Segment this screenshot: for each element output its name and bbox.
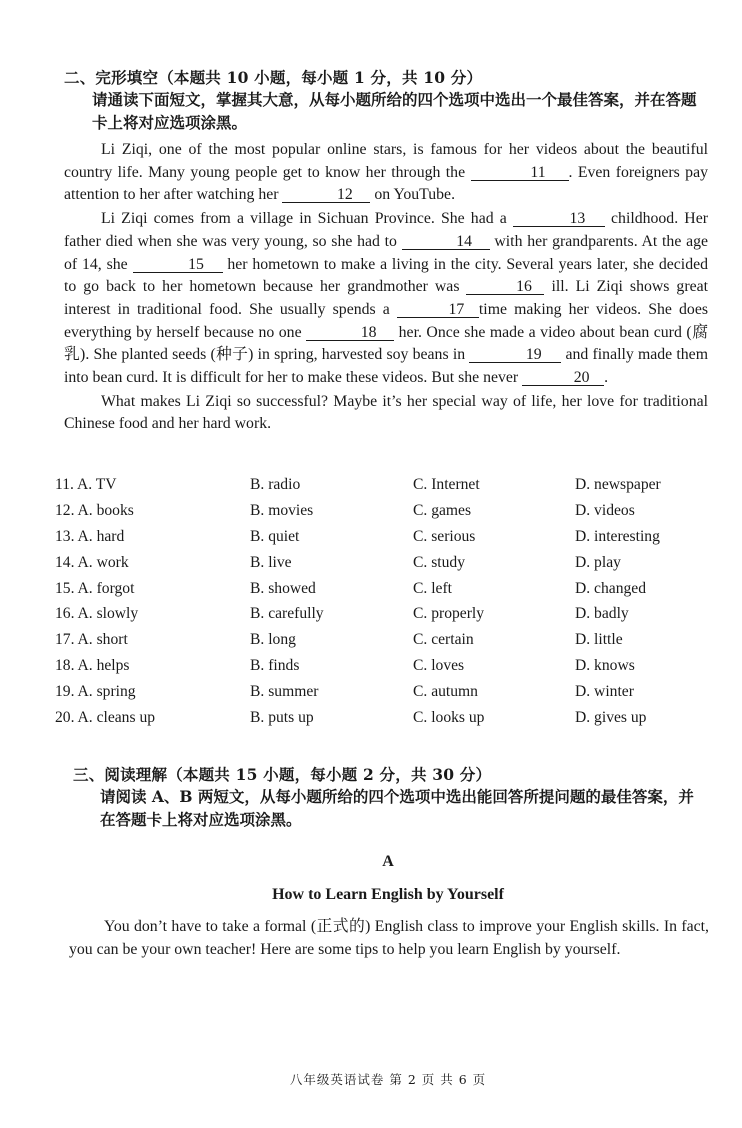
- option-a: 13. A. hard: [55, 527, 125, 545]
- option-d: D. gives up: [575, 709, 647, 727]
- option-a: 12. A. books: [55, 501, 134, 519]
- option-b: B. showed: [250, 579, 316, 597]
- cloze-text: ill. Li Ziqi shows great interest in traditional food. She usually spends a: [64, 278, 709, 318]
- option-b: B. radio: [250, 476, 301, 493]
- blank-17: 17: [397, 302, 479, 318]
- option-b: B. summer: [250, 683, 319, 701]
- option-d: D. changed: [575, 579, 647, 597]
- options-row-14: [55, 554, 735, 580]
- option-d: D. play: [575, 553, 621, 571]
- section2-instruction: 请通读下面短文，掌握其大意，从每小题所给的四个选项中选出一个最佳答案，并在答题卡上将对应选项涂黑。: [92, 90, 697, 132]
- option-d: D. knows: [575, 657, 635, 675]
- option-c: C. left: [413, 579, 452, 597]
- option-a: 14. A. work: [55, 553, 129, 571]
- blank-15: 15: [133, 257, 223, 273]
- option-b: B. carefully: [250, 605, 324, 623]
- blank-13: 13: [513, 211, 605, 227]
- option-c: C. Internet: [413, 476, 480, 493]
- options-row-12: [55, 502, 735, 528]
- cloze-text: childhood. Her father died when she was very young, so she had to: [64, 210, 708, 250]
- options-row-18: [55, 657, 735, 683]
- options-row-11: [55, 476, 735, 502]
- blank-19: 19: [469, 347, 561, 363]
- option-b: B. live: [250, 553, 292, 571]
- cloze-paragraph-3: What makes Li Ziqi so successful? Maybe it’s her special way of life, her love for traditional Chinese food and her hard work.: [64, 392, 708, 433]
- option-b: B. finds: [250, 657, 300, 675]
- option-b: B. quiet: [250, 527, 300, 545]
- options-row-20: [55, 709, 735, 735]
- cloze-text: . Even foreigners pay attention to her after watching her: [64, 163, 708, 204]
- cloze-paragraph-1: [64, 139, 708, 207]
- passage-a-label: A: [382, 853, 394, 870]
- cloze-text: her hometown to make a living in the city. Several years later, she decided to go back to her hometown because her grandmother was: [64, 255, 708, 296]
- option-c: C. autumn: [413, 683, 478, 701]
- section2-heading: 二、完形填空（本题共 10 小题，每小题 1 分，共 10 分）: [64, 68, 483, 87]
- option-a: 18. A. helps: [55, 657, 130, 675]
- options-row-13: [55, 528, 735, 554]
- option-d: D. winter: [575, 683, 634, 701]
- options-row-17: [55, 631, 735, 657]
- page-footer: 八年级英语试卷 第 2 页 共 6 页: [289, 1072, 487, 1087]
- option-c: C. study: [413, 553, 465, 571]
- cloze-text: her. Once she made a video about bean curd (腐乳). She planted seeds (种子) in spring, harvested soy beans in: [64, 323, 709, 364]
- option-a: 15. A. forgot: [55, 579, 135, 597]
- option-c: C. certain: [413, 631, 474, 649]
- option-c: C. games: [413, 501, 472, 519]
- option-d: D. interesting: [575, 527, 660, 545]
- option-d: D. badly: [575, 605, 629, 623]
- option-d: D. newspaper: [575, 476, 661, 493]
- passage-a-paragraph: You don’t have to take a formal (正式的) English class to improve your English skills. In fact, you can be your own teacher! Here are some tips to help you learn English by yourself.: [69, 918, 709, 958]
- option-a: 11. A. TV: [55, 476, 117, 493]
- section3-instruction: 请阅读 A、B 两短文，从每小题所给的四个选项中选出能回答所提问题的最佳答案，并在答题卡上将对应选项涂黑。: [100, 787, 694, 829]
- cloze-paragraph-2: [64, 208, 708, 390]
- cloze-text: .: [604, 369, 609, 387]
- passage-a-title: How to Learn English by Yourself: [272, 886, 504, 903]
- option-b: B. long: [250, 631, 296, 649]
- option-b: B. puts up: [250, 709, 314, 727]
- option-c: C. properly: [413, 605, 485, 623]
- option-c: C. serious: [413, 527, 476, 545]
- section3-heading: 三、阅读理解（本题共 15 小题，每小题 2 分，共 30 分）: [73, 765, 492, 784]
- blank-18: 18: [306, 325, 394, 341]
- cloze-text: with her grandparents. At the age of 14, she: [64, 232, 708, 273]
- blank-11: 11: [471, 165, 569, 181]
- cloze-text: Li Ziqi comes from a village in Sichuan Province. She had a: [101, 210, 513, 228]
- blank-12: 12: [282, 187, 370, 203]
- cloze-text: time making her videos. She does everything by herself because no one: [64, 300, 708, 341]
- blank-16: 16: [466, 279, 544, 295]
- options-row-16: [55, 605, 735, 631]
- option-a: 20. A. cleans up: [55, 709, 156, 727]
- option-c: C. loves: [413, 657, 465, 675]
- option-c: C. looks up: [413, 709, 485, 727]
- option-a: 19. A. spring: [55, 683, 136, 701]
- option-a: 16. A. slowly: [55, 605, 139, 623]
- cloze-passage: [64, 139, 708, 436]
- option-a: 17. A. short: [55, 631, 128, 649]
- cloze-text: Li Ziqi, one of the most popular online stars, is famous for her videos about the beautiful country life. Many young people get to know her through the: [64, 141, 708, 181]
- blank-20: 20: [522, 370, 604, 386]
- cloze-text: on YouTube.: [370, 186, 456, 204]
- options-row-15: [55, 580, 735, 606]
- option-d: D. videos: [575, 501, 635, 519]
- option-b: B. movies: [250, 501, 314, 519]
- options-row-19: [55, 683, 735, 709]
- passage-a-body: [69, 916, 709, 961]
- blank-14: 14: [402, 234, 490, 250]
- options-list: [55, 476, 735, 735]
- cloze-text: and finally made them into bean curd. It is difficult for her to make these videos. But she never: [64, 346, 708, 387]
- option-d: D. little: [575, 631, 623, 649]
